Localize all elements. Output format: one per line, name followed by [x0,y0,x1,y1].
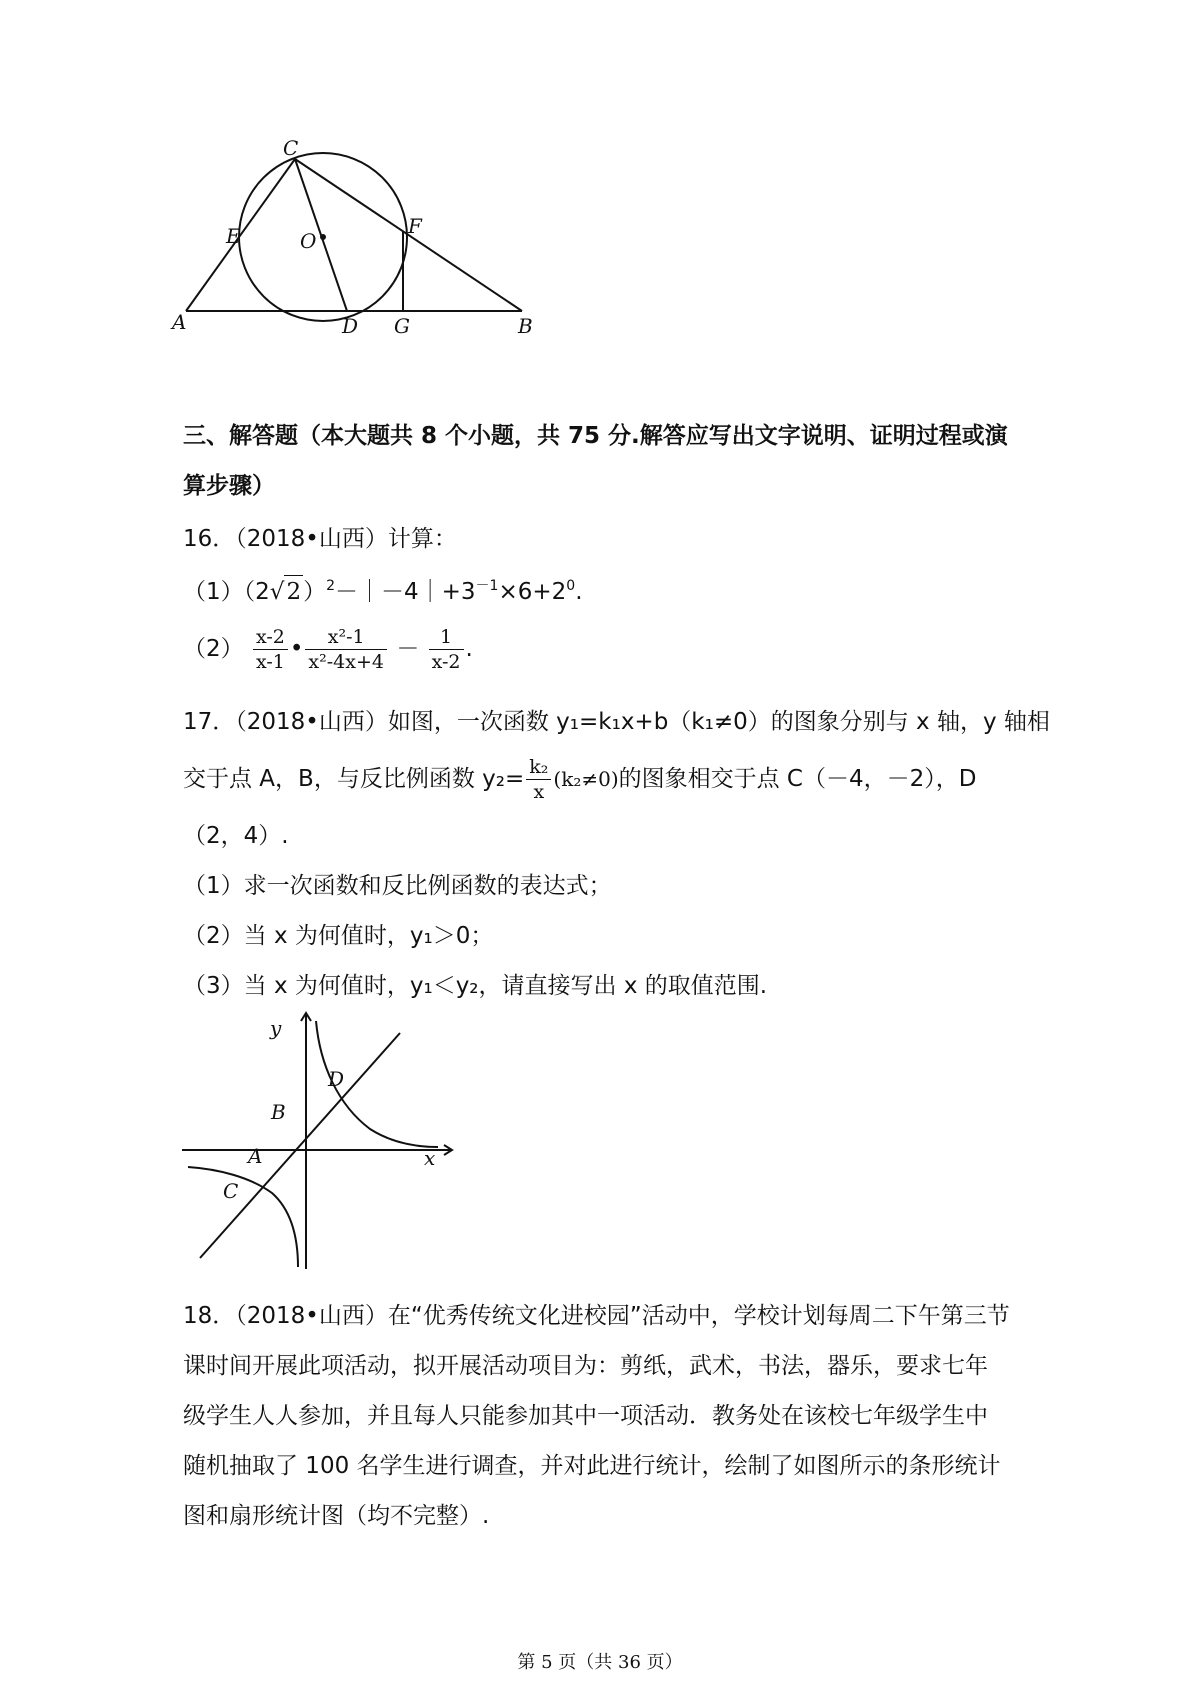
q16-p1-after: ） [303,579,327,605]
fraction-1 [253,625,288,674]
fraction-2 [305,625,387,674]
fraction-3-num: 1 [429,625,464,650]
fraction-3-den: x-2 [431,651,461,673]
label-c-point: C [223,1179,239,1203]
q17-line2-c: 的图象相交于点 C（－4，－2），D [618,766,977,792]
q17-line2 [183,752,976,806]
fraction-1-num: x-2 [253,625,288,650]
label-f: F [408,214,422,238]
label-d: D [342,314,359,338]
q16-p1-exp: 2 [326,578,335,594]
circle-geometry-figure [170,135,570,365]
q16-p1-mid2: ×6+2 [498,579,567,605]
page-footer: 第 5 页（共 36 页） [517,1652,683,1673]
label-b-point: B [271,1100,286,1124]
q17-part2: （2）当 x 为何值时，y₁＞0； [183,923,494,949]
q16-p1-exp3: 0 [566,578,576,594]
label-x-axis: x [424,1146,436,1170]
q18-line-1: 18．（2018•山西）在“优秀传统文化进校园”活动中，学校计划每周二下午第三节 [183,1303,1010,1329]
section-heading: 三、解答题（本大题共 8 个小题，共 75 分.解答应写出文字说明、证明过程或演 [183,423,1008,449]
q16-p2-end: . [465,636,473,662]
q16-p1-exp2: －1 [475,578,499,594]
label-c: C [283,136,299,160]
q17-line1: 17．（2018•山西）如图，一次函数 y₁=k₁x+b（k₁≠0）的图象分别与 x 轴，y 轴相 [183,709,1050,735]
fraction-k2-x [526,755,551,804]
fraction-k2-num: k₂ [526,755,551,780]
fraction-3 [429,625,464,674]
q16-p1-prefix: （1）（2 [183,579,270,605]
q16-stem: 16．（2018•山西）计算： [183,526,457,552]
q17-line2-b: (k₂≠0) [553,767,619,791]
q18-line-5: 图和扇形统计图（均不完整）. [183,1503,490,1529]
fraction-2-den: x²-4x+4 [308,651,384,673]
fraction-2-num: x²-1 [305,625,387,650]
label-d-point: D [328,1067,345,1091]
q16-p1-mid: －｜－4｜+3 [335,579,476,605]
linear-function-line [200,1033,400,1258]
q17-line3: （2，4）. [183,823,289,849]
q17-part1: （1）求一次函数和反比例函数的表达式； [183,873,612,899]
function-graph-figure [170,1005,470,1275]
sqrt-sign: √ [269,579,285,605]
q16-p2-prefix: （2） [183,636,244,662]
minus-operator: － [396,636,420,662]
dot-operator: • [289,636,304,662]
q17-line2-a: 交于点 A，B，与反比例函数 y₂= [183,766,525,792]
label-a: A [172,310,187,334]
label-y-axis: y [270,1016,282,1040]
q18-line-2: 课时间开展此项活动，拟开展活动项目为：剪纸，武术，书法，器乐，要求七年 [183,1353,988,1379]
q18-line-4: 随机抽取了 100 名学生进行调查，并对此进行统计，绘制了如图所示的条形统计 [183,1453,1001,1479]
q16-p1-radicand: 2 [284,575,303,608]
label-o: O [300,229,317,253]
q18-line-3: 级学生人人参加，并且每人只能参加其中一项活动．教务处在该校七年级学生中 [183,1403,988,1429]
q16-part2 [183,622,473,676]
label-b: B [518,314,533,338]
fraction-k2-den: x [533,781,545,803]
q16-part1 [183,570,583,608]
q17-part3: （3）当 x 为何值时，y₁＜y₂，请直接写出 x 的取值范围. [183,973,768,999]
section-heading-cont: 算步骤） [183,473,275,499]
q16-p1-end: . [575,579,583,605]
label-a-point: A [248,1144,263,1168]
center-point-o [320,234,326,240]
fraction-1-den: x-1 [255,651,285,673]
label-e: E [226,224,241,248]
label-g: G [394,314,410,338]
